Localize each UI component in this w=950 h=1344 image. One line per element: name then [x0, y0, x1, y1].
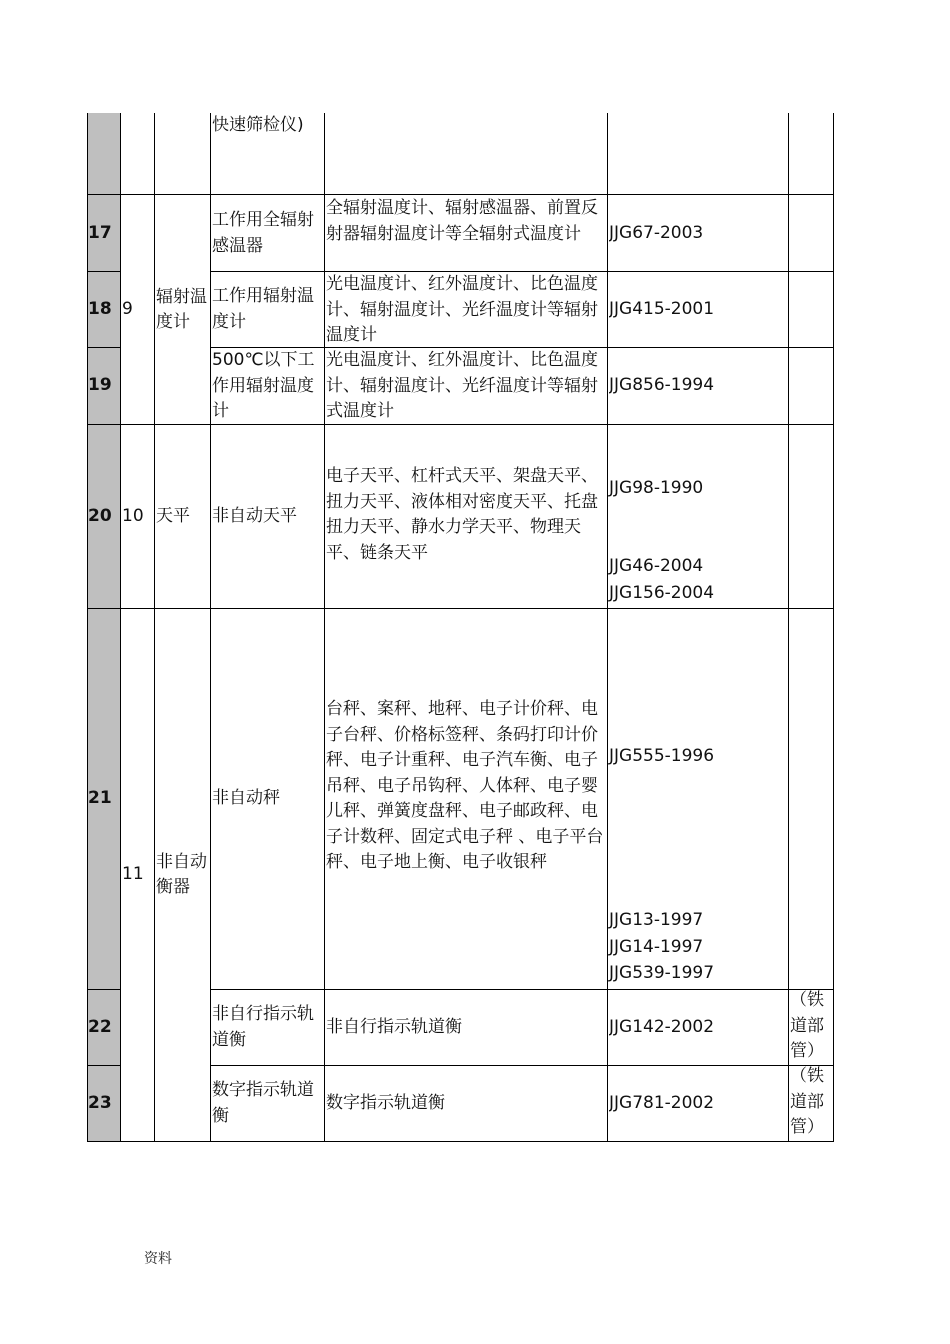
grid-line [87, 424, 834, 425]
grid-line [87, 608, 834, 609]
grid-line [87, 989, 121, 990]
row22-note: （铁道部管） [790, 990, 824, 1061]
row21-standard-code-4: JJG539-1997 [609, 963, 715, 983]
row18-standard-code: JJG415-2001 [609, 298, 715, 319]
row16-instrument-name: 快速筛检仪) [212, 115, 304, 135]
row20-instrument-name: 非自动天平 [212, 506, 297, 527]
row21-standard-code-3: JJG14-1997 [609, 937, 704, 957]
group11-category: 非自动衡器 [156, 851, 207, 897]
row23-index: 23 [88, 1066, 120, 1141]
row23-instrument-name: 数字指示轨道衡 [212, 1080, 314, 1126]
grid-line [833, 113, 834, 1142]
group11-number: 11 [122, 864, 144, 885]
row18-index: 18 [88, 272, 120, 347]
row21-index: 21 [88, 609, 120, 989]
row22-standard-code: JJG142-2002 [609, 1016, 715, 1037]
row21-scope: 台秤、案秤、地秤、电子计价秤、电子台秤、价格标签秤、条码打印计价秤、电子计重秤、电子汽车衡、电子吊秤、电子吊钩秤、人体秤、电子婴儿秤、弹簧度盘秤、电子邮政秤、电子计数秤、固定式电子秤 、电子平台秤、电子地上衡、电子收银秤 [326, 699, 604, 872]
row18-instrument-name: 工作用辐射温度计 [212, 286, 314, 332]
group9-number: 9 [122, 298, 133, 319]
group10-number: 10 [122, 506, 144, 527]
row22-index: 22 [88, 990, 120, 1065]
grid-line [210, 113, 211, 1142]
row19-index: 19 [88, 348, 120, 424]
page-footer: 资料 [144, 1251, 172, 1267]
grid-line [87, 1141, 834, 1142]
row21-instrument-name: 非自动秤 [212, 788, 280, 809]
grid-line [87, 1065, 121, 1066]
row17-standard-code: JJG67-2003 [609, 222, 704, 243]
group9-category: 辐射温度计 [156, 286, 207, 332]
group10-category: 天平 [156, 506, 190, 527]
row18-scope: 光电温度计、红外温度计、比色温度计、辐射温度计、光纤温度计等辐射温度计 [326, 274, 598, 345]
grid-line [87, 194, 834, 195]
row19-instrument-name: 500℃以下工作用辐射温度计 [212, 350, 315, 421]
grid-line [210, 1065, 834, 1066]
row20-standard-code-3: JJG156-2004 [609, 583, 715, 603]
row17-index: 17 [88, 196, 120, 271]
grid-line [210, 271, 834, 272]
row20-scope: 电子天平、杠杆式天平、架盘天平、扭力天平、液体相对密度天平、托盘扭力天平、静水力学天平、物理天平、链条天平 [326, 466, 598, 563]
row23-scope: 数字指示轨道衡 [326, 1092, 445, 1113]
row21-standard-code-1: JJG555-1996 [609, 746, 715, 766]
grid-line [154, 113, 155, 1142]
grid-line [324, 113, 325, 1142]
grid-line [210, 347, 834, 348]
row23-note: （铁道部管） [790, 1066, 824, 1137]
grid-line [87, 347, 121, 348]
row22-instrument-name: 非自行指示轨道衡 [212, 1004, 314, 1050]
row19-scope: 光电温度计、红外温度计、比色温度计、辐射温度计、光纤温度计等辐射式温度计 [326, 350, 598, 421]
row20-standard-code-2: JJG46-2004 [609, 556, 704, 576]
grid-line [87, 271, 121, 272]
grid-line [607, 113, 608, 1142]
row17-scope: 全辐射温度计、辐射感温器、前置反射器辐射温度计等全辐射式温度计 [326, 198, 598, 244]
row22-scope: 非自行指示轨道衡 [326, 1016, 462, 1037]
row17-instrument-name: 工作用全辐射感温器 [212, 210, 314, 256]
grid-line [788, 113, 789, 1142]
row20-standard-code-1: JJG98-1990 [609, 478, 704, 498]
row20-index: 20 [88, 426, 120, 608]
row21-standard-code-2: JJG13-1997 [609, 910, 704, 930]
grid-line [120, 113, 121, 1142]
grid-line [87, 113, 88, 1142]
grid-line [210, 989, 834, 990]
row23-standard-code: JJG781-2002 [609, 1092, 715, 1113]
row19-standard-code: JJG856-1994 [609, 375, 715, 396]
